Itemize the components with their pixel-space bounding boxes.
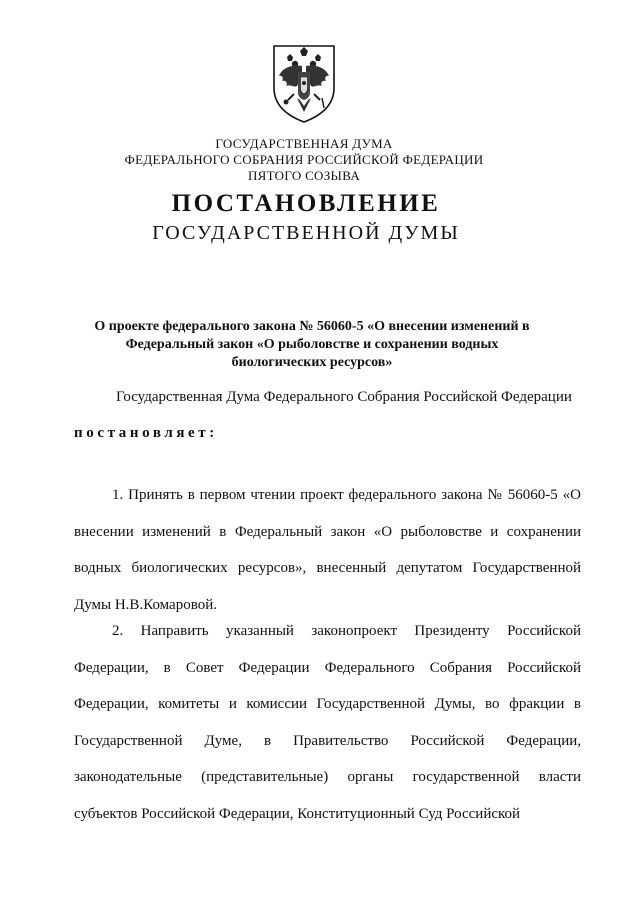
header-line-2: ФЕДЕРАЛЬНОГО СОБРАНИЯ РОССИЙСКОЙ ФЕДЕРАЦИИ bbox=[124, 152, 484, 167]
document-title: ПОСТАНОВЛЕНИЕ bbox=[171, 190, 441, 217]
document-subtitle: ГОСУДАРСТВЕННОЙ ДУМЫ bbox=[152, 222, 460, 244]
header-line-1: ГОСУДАРСТВЕННАЯ ДУМА bbox=[215, 136, 393, 151]
paragraph-1: 1. Принять в первом чтении проект федерального закона № 56060-5 «О внесении изменений в Федеральный закон «О рыболовстве и сохранении водных биологических ресурсов», внесенный депутатом Государственной Думы Н.В.Комаровой. bbox=[74, 487, 581, 613]
document-subject: О проекте федерального закона № 56060-5 «О внесении изменений в Федеральный закон «О рыболовстве и сохранении водных биологических ресурсов» bbox=[94, 319, 530, 370]
decrees-word: постановляет: bbox=[74, 425, 218, 441]
header-line-3: ПЯТОГО СОЗЫВА bbox=[247, 168, 361, 183]
coat-of-arms-icon bbox=[270, 42, 338, 124]
intro-line: Государственная Дума Федерального Собрания Российской Федерации bbox=[116, 389, 572, 405]
paragraph-2: 2. Направить указанный законопроект Президенту Российской Федерации, в Совет Федерации Федерального Собрания Российской Федерации, комитеты и комиссии Государственной Думы, во фракции в Государственной Думе, в Правительство Российской Федерации, законодательные (представительные) органы государственной власти субъектов Российской Федерации, Конституционный Суд Российской bbox=[74, 623, 581, 822]
